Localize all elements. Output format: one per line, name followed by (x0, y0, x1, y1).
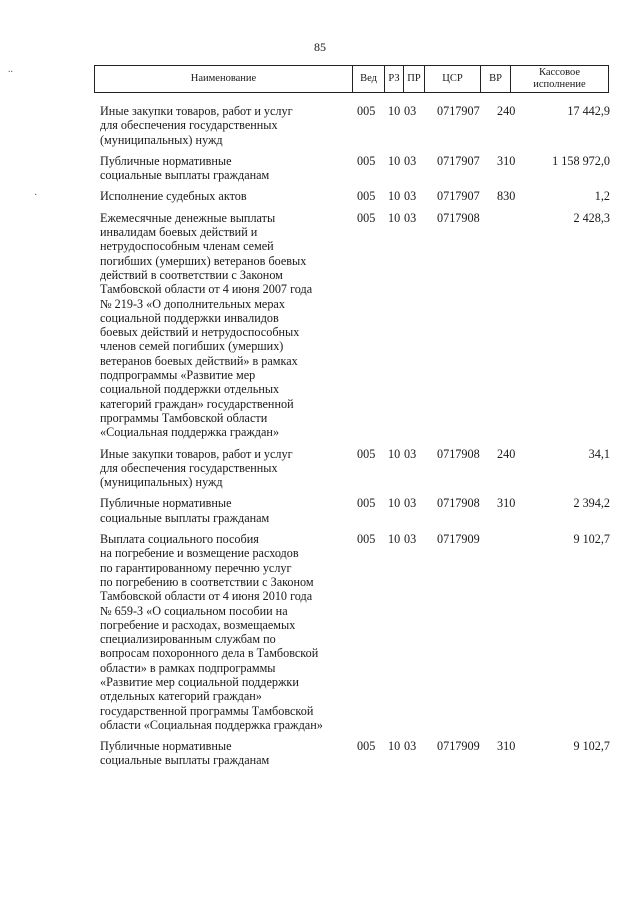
row-ved: 005 (357, 532, 376, 547)
row-ved: 005 (357, 104, 376, 118)
row-ved: 005 (357, 496, 376, 511)
header-pr: ПР (404, 66, 425, 93)
row-name: Публичные нормативные социальные выплаты гражданам (100, 496, 270, 525)
row-vr: 830 (497, 189, 516, 204)
header-cash: Кассовое исполнение (511, 66, 609, 93)
table-row (0, 447, 640, 490)
row-pr: 03 (404, 104, 417, 118)
table-row (0, 532, 640, 732)
row-sum: 1,2 (594, 189, 610, 204)
row-sum: 34,1 (588, 446, 610, 461)
table-header (94, 65, 609, 93)
row-vr: 240 (497, 104, 516, 118)
table-row (0, 739, 640, 768)
row-pr: 03 (404, 210, 417, 225)
header-ved: Вед (353, 66, 385, 93)
table-row (0, 154, 640, 183)
row-csr: 0717909 (437, 739, 480, 754)
row-csr: 0717909 (437, 532, 480, 547)
row-rz: 10 (388, 153, 401, 168)
row-name: Публичные нормативные социальные выплаты гражданам (100, 153, 270, 183)
row-rz: 10 (388, 739, 401, 754)
margin-mark: · (34, 190, 38, 201)
row-vr: 310 (497, 496, 516, 511)
row-csr: 0717907 (437, 189, 480, 204)
header-csr: ЦСР (425, 66, 481, 93)
row-name: Иные закупки товаров, работ и услуг для обеспечения государственных (муниципальных) нужд (100, 104, 293, 147)
row-sum: 17 442,9 (567, 104, 610, 118)
row-rz: 10 (388, 210, 401, 225)
row-rz: 10 (388, 496, 401, 511)
row-sum: 9 102,7 (573, 739, 610, 754)
table-body (0, 104, 640, 775)
margin-mark: .. (8, 64, 13, 75)
row-pr: 03 (404, 189, 417, 204)
row-name: Выплата социального пособия на погребение и возмещение расходов по гарантированному перечню услуг по погребению в соответствии с Законом Тамбовской области от 4 июня 2010 года № 659-З «О социальном пособии на погребение и расходах, возмещаемых специализированным службам по вопросам похоронного дела в Тамбовской области» в рамках подпрограммы «Развитие мер социальной поддержки отдельных категорий граждан» государственной программы Тамбовской области «Социальная поддержка граждан» (100, 532, 323, 732)
header-name: Наименование (95, 66, 353, 93)
row-csr: 0717908 (437, 210, 480, 225)
row-name: Ежемесячные денежные выплаты инвалидам боевых действий и нетрудоспособным членам семей погибших (умерших) ветеранов боевых действий в соответствии с Законом Тамбовской области от 4 июня 2007 года № 219-З «О дополнительных мерах социальной поддержки инвалидов боевых действий и нетрудоспособных членов семей погибших (умерших) ветеранов боевых действий» в рамках подпрограммы «Развитие мер социальной поддержки отдельных категорий граждан» государственной программы Тамбовской области «Социальная поддержка граждан» (100, 210, 313, 440)
row-rz: 10 (388, 189, 401, 204)
row-pr: 03 (404, 153, 417, 168)
table-row (0, 189, 640, 203)
row-sum: 9 102,7 (573, 532, 610, 547)
row-name: Иные закупки товаров, работ и услуг для обеспечения государственных (муниципальных) нужд (100, 446, 293, 490)
header-rz: РЗ (385, 66, 404, 93)
row-ved: 005 (357, 153, 376, 168)
row-rz: 10 (388, 446, 401, 461)
row-ved: 005 (357, 210, 376, 225)
row-csr: 0717907 (437, 104, 480, 118)
table-row (0, 211, 640, 440)
row-pr: 03 (404, 496, 417, 511)
row-sum: 1 158 972,0 (552, 153, 610, 168)
row-pr: 03 (404, 446, 417, 461)
page-number: 85 (314, 40, 326, 54)
table-row (0, 496, 640, 525)
row-sum: 2 428,3 (573, 210, 610, 225)
row-pr: 03 (404, 739, 417, 754)
row-rz: 10 (388, 104, 401, 118)
header-vr: ВР (481, 66, 511, 93)
row-csr: 0717907 (437, 153, 480, 168)
row-vr: 240 (497, 446, 516, 461)
row-csr: 0717908 (437, 446, 480, 461)
row-ved: 005 (357, 446, 376, 461)
row-rz: 10 (388, 532, 401, 547)
row-ved: 005 (357, 739, 376, 754)
table-row (0, 104, 640, 147)
row-ved: 005 (357, 189, 376, 204)
row-csr: 0717908 (437, 496, 480, 511)
row-name: Публичные нормативные социальные выплаты гражданам (100, 739, 270, 768)
row-vr: 310 (497, 739, 516, 754)
row-sum: 2 394,2 (573, 496, 610, 511)
row-name: Исполнение судебных актов (100, 189, 247, 204)
row-vr: 310 (497, 153, 516, 168)
row-pr: 03 (404, 532, 417, 547)
